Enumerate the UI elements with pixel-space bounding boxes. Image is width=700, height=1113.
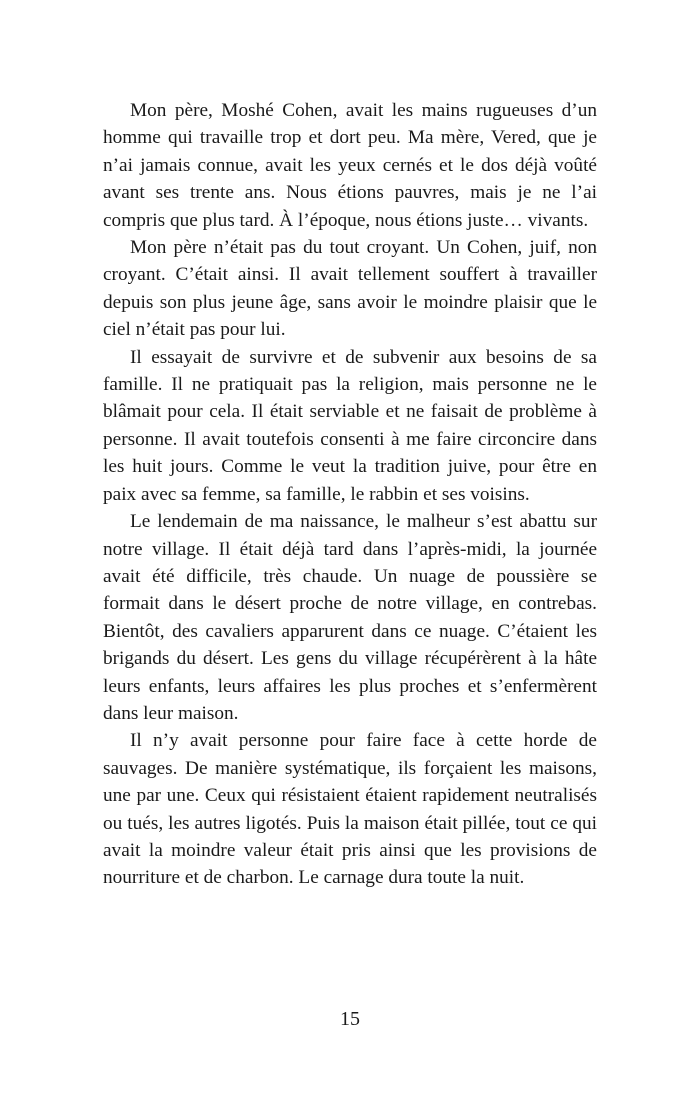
page-number: 15 (340, 1008, 360, 1030)
paragraph-1: Mon père, Moshé Cohen, avait les mains rugueuses d’un homme qui travaille trop et dort peu. Ma mère, Vered, que je n’ai jamais connue, avait les yeux cernés et le dos déjà voûté avant ses trente ans. Nous étions pauvres, mais je ne l’ai compris que plus tard. À l’époque, nous étions juste… vivants. (103, 100, 597, 231)
paragraph-4: Le lendemain de ma naissance, le malheur s’est abattu sur notre village. Il était déjà tard dans l’après-midi, la journée avait été difficile, très chaude. Un nuage de poussière se formait dans le désert proche de notre village, en contrebas. Bientôt, des cavaliers apparurent dans ce nuage. C’étaient les brigands du désert. Les gens du village récupérèrent à la hâte leurs enfants, leurs affaires les plus proches et s’enfermèrent dans leur maison. (103, 511, 597, 724)
body-text (103, 97, 597, 892)
paragraph-5: Il n’y avait personne pour faire face à cette horde de sauvages. De manière systématique, ils forçaient les maisons, une par une. Ceux qui résistaient étaient rapidement neutralisés ou tués, les autres ligotés. Puis la maison était pillée, tout ce qui avait la moindre valeur était pris ainsi que les provisions de nourriture et de charbon. Le carnage dura toute la nuit. (103, 730, 597, 889)
paragraph-2: Mon père n’était pas du tout croyant. Un Cohen, juif, non croyant. C’était ainsi. Il avait tellement souffert à travailler depuis son plus jeune âge, sans avoir le moindre plaisir que le ciel n’était pas pour lui. (103, 237, 597, 341)
paragraph-3: Il essayait de survivre et de subvenir aux besoins de sa famille. Il ne pratiquait pas la religion, mais personne ne le blâmait pour cela. Il était serviable et ne faisait de problème à personne. Il avait toutefois consenti à me faire circoncire dans les huit jours. Comme le veut la tradition juive, pour être en paix avec sa femme, sa famille, le rabbin et ses voisins. (103, 346, 597, 505)
